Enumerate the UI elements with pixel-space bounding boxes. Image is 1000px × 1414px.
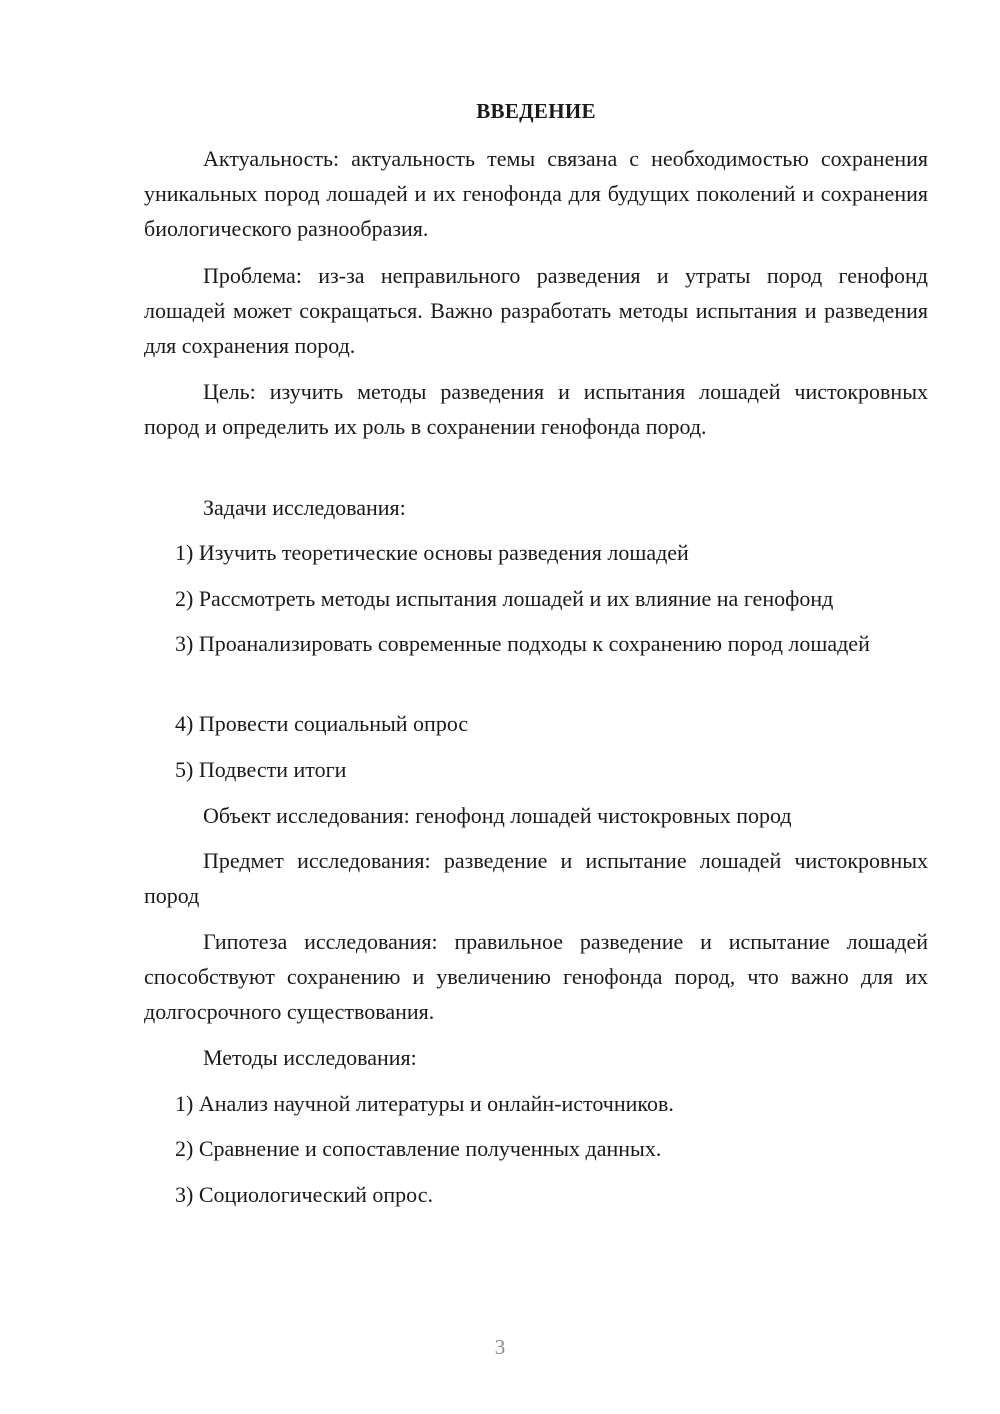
paragraph-subject: Предмет исследования: разведение и испытание лошадей чистокровных пород xyxy=(144,848,928,908)
paragraph-object: Объект исследования: генофонд лошадей чистокровных пород xyxy=(203,803,792,828)
paragraph-goal: Цель: изучить методы разведения и испытания лошадей чистокровных пород и определить их роль в сохранении генофонда пород. xyxy=(144,379,928,439)
list-item-task-4: 4) Провести социальный опрос xyxy=(175,711,469,736)
paragraph-hypothesis: Гипотеза исследования: правильное разведение и испытание лошадей способствуют сохранению и увеличению генофонда пород, что важно для их долгосрочного существования. xyxy=(144,929,928,1024)
page-number: 3 xyxy=(494,1335,506,1359)
list-item-method-2: 2) Сравнение и сопоставление полученных данных. xyxy=(175,1136,662,1161)
list-item-method-3: 3) Социологический опрос. xyxy=(175,1182,433,1207)
list-item-task-3: 3) Проанализировать современные подходы к сохранению пород лошадей xyxy=(175,631,870,656)
list-item-method-1: 1) Анализ научной литературы и онлайн-источников. xyxy=(175,1091,674,1116)
paragraph-methods-title: Методы исследования: xyxy=(203,1045,417,1070)
list-item-task-5: 5) Подвести итоги xyxy=(175,757,347,782)
paragraph-tasks-title: Задачи исследования: xyxy=(203,495,406,520)
page-heading: ВВЕДЕНИЕ xyxy=(476,99,596,123)
paragraph-relevance: Актуальность: актуальность темы связана с необходимостью сохранения уникальных пород лошадей и их генофонда для будущих поколений и сохранения биологического разнообразия. xyxy=(144,146,928,241)
paragraph-problem: Проблема: из-за неправильного разведения и утраты пород генофонд лошадей может сокращаться. Важно разработать методы испытания и разведения для сохранения пород. xyxy=(144,263,928,358)
list-item-task-2: 2) Рассмотреть методы испытания лошадей и их влияние на генофонд xyxy=(175,586,834,611)
list-item-task-1: 1) Изучить теоретические основы разведения лошадей xyxy=(175,540,689,565)
